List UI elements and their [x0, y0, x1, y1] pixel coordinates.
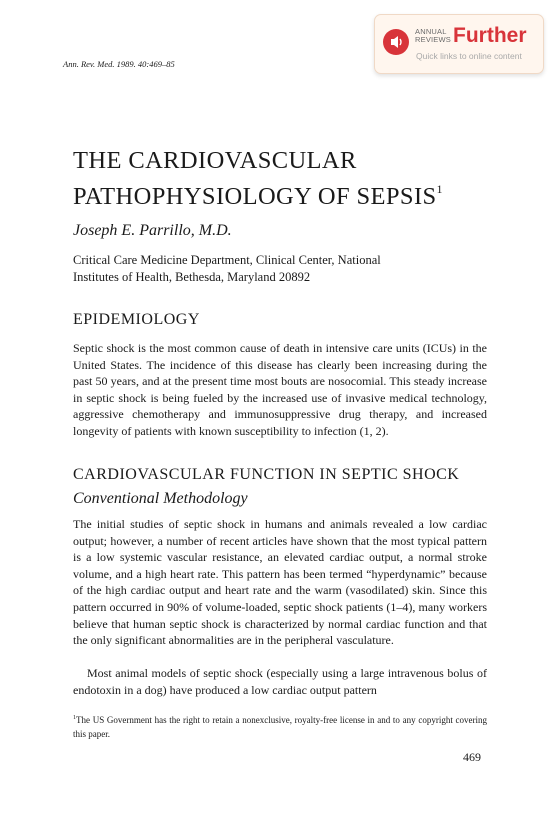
- page-number: 469: [463, 750, 481, 764]
- speaker-icon: [383, 29, 409, 55]
- badge-publisher-label: ANNUAL REVIEWS: [415, 27, 451, 44]
- heading-cardiovascular-function: CARDIOVASCULAR FUNCTION IN SEPTIC SHOCK: [73, 466, 460, 483]
- title-footnote-mark: 1: [436, 182, 443, 196]
- annual-reviews-further-badge[interactable]: [374, 14, 544, 74]
- subheading-conventional-methodology: Conventional Methodology: [73, 490, 248, 507]
- paragraph-epidemiology: Septic shock is the most common cause of death in intensive care units (ICUs) in the United States. The incidence of this disease has clearly been increasing during the past 50 years, and at the present time most bouts are nosocomial. This steady increase in septic shock is being fueled by the increased use of invasive medical technology, aggressive chemotherapy and immunosuppressive drug therapy, and increased longevity of patients with known susceptibility to infection (1, 2).: [73, 341, 487, 438]
- footnote: $^1$The US Government has the right to retain a nonexclusive, royalty-free license in and to any copyright covering this paper.: [73, 715, 487, 739]
- paragraph-cardio-1: The initial studies of septic shock in humans and animals revealed a low cardiac output; however, a number of recent articles have shown that the most typical pattern is a low systemic vascular resistance, an elevated cardiac output, a normal stroke volume, and a high heart rate. This pattern has been termed “hyperdynamic” because of the high cardiac output and heart rate and the warm (vasodilated) skin. Since this pattern occurred in 90% of volume-loaded, septic shock patients (1–4), many workers believe that human septic shock is characterized by normal cardiac function and that the only significant abnormalities are in the peripheral vasculature.: [73, 517, 487, 648]
- badge-subtitle: Quick links to online content: [416, 51, 522, 61]
- paragraph-cardio-2: Most animal models of septic shock (especially using a large intravenous bolus of endotoxin in a dog) have produced a low cardiac output pattern: [73, 666, 487, 697]
- badge-brand: Further: [453, 24, 527, 47]
- author-affiliation: Critical Care Medicine Department, Clinical Center, National Institutes of Health, Bethesda, Maryland 20892: [73, 253, 381, 284]
- author-name: Joseph E. Parrillo, M.D.: [73, 222, 232, 239]
- journal-citation: Ann. Rev. Med. 1989. 40:469–85: [63, 59, 175, 69]
- article-title: THE CARDIOVASCULAR PATHOPHYSIOLOGY OF SEPSIS$^1$: [73, 147, 443, 211]
- heading-epidemiology: EPIDEMIOLOGY: [73, 311, 200, 328]
